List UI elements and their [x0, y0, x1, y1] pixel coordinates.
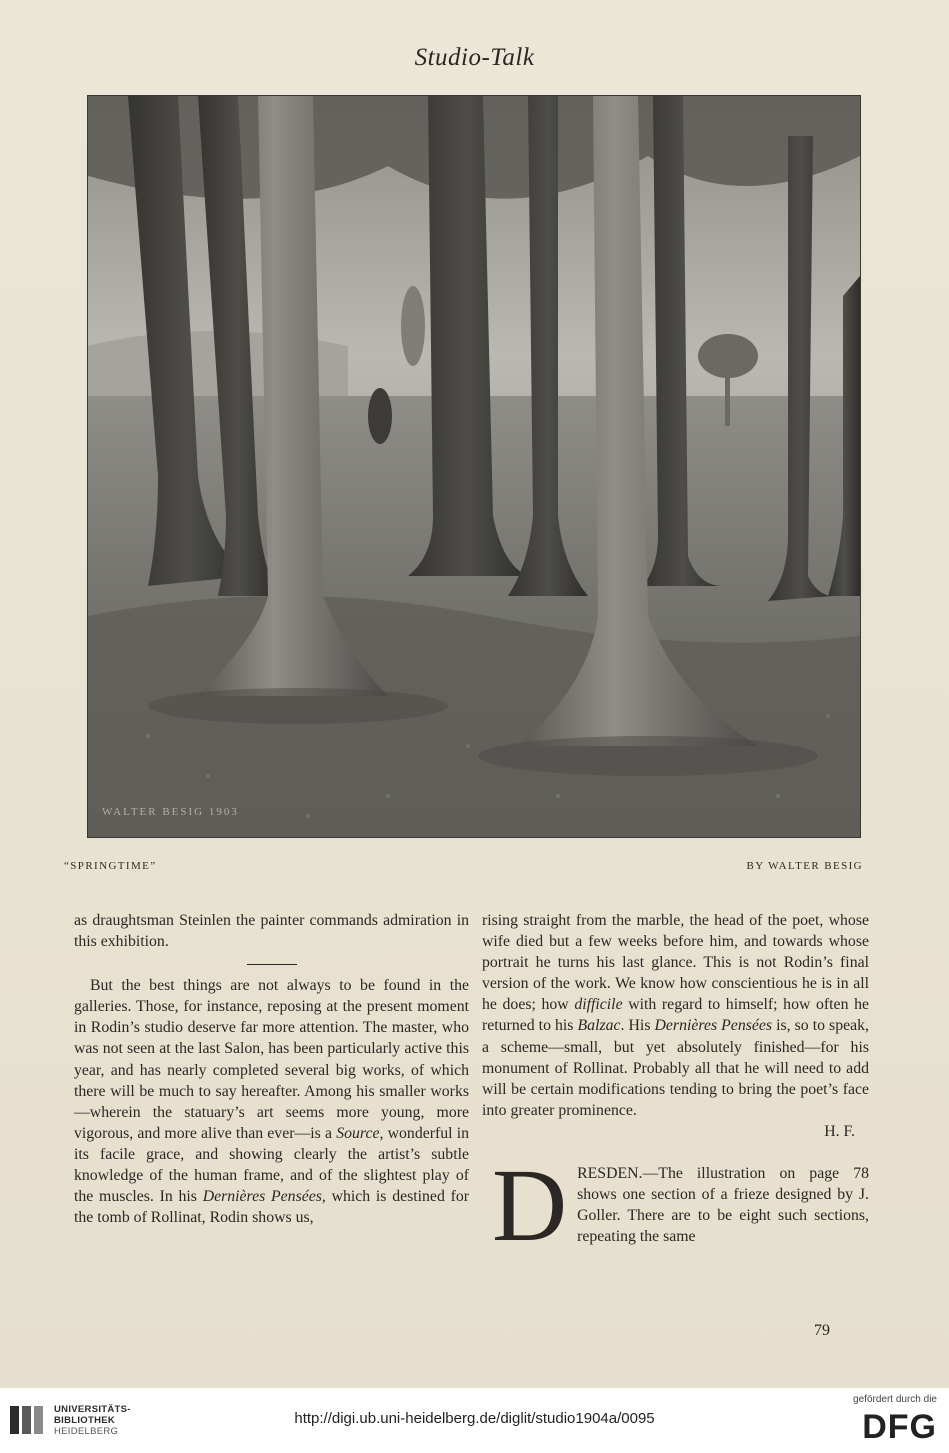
- text-column-right: [482, 910, 869, 1264]
- painting-plate: [88, 96, 860, 837]
- figure-caption-artist: BY WALTER BESIG: [746, 860, 863, 872]
- dfg-logo: DFG: [862, 1408, 937, 1446]
- drop-capital: D: [492, 1148, 568, 1264]
- section-divider: [247, 964, 297, 965]
- running-title: Studio-Talk: [414, 44, 535, 71]
- university-library-name: UNIVERSITÄTS- BIBLIOTHEK HEIDELBERG: [54, 1404, 131, 1437]
- page-number: 79: [814, 1322, 830, 1339]
- forest-painting-image: [88, 96, 860, 837]
- paragraph: But the best things are not always to be found in the galleries. Those, for instance, reposing at the present moment in Rodin’s studio deserve far more attention. The master, who was not seen at the last Salon, has been particularly active this year, and has nearly completed several big works, of which there will be much to say hereafter. Among his smaller works—wherein the statuary’s art seems more young, more vigorous, and more alive than ever—is a Source, wonderful in its facile grace, and showing clearly the artist’s subtle knowledge of the human frame, and of the slightest play of the muscles. In his Dernières Pensées, which is destined for the tomb of Rollinat, Rodin shows us,: [74, 977, 470, 1227]
- text-column-left: [74, 910, 469, 1228]
- digitization-footer: [0, 1388, 949, 1453]
- paragraph: as draughtsman Steinlen the painter commands admiration in this exhibition.: [74, 912, 469, 951]
- painting-signature: WALTER BESIG 1903: [102, 806, 239, 818]
- paragraph: rising straight from the marble, the head of the poet, whose wife died but a few weeks before him, and towards whose portrait he turns his last glance. This is not Rodin’s final version of the work. We know how conscientious he is in all he does; how difficile with regard to himself; how often he returned to his Balzac. His Dernières Pensées is, so to speak, a scheme—small, but yet absolutely finished—for his monument of Rollinat. Probably all that he will need to add will be certain modifications tending to bring the poet’s face into greater prominence.: [482, 912, 869, 1119]
- figure-caption-title: “SPRINGTIME”: [64, 860, 157, 872]
- author-initials: H. F.: [824, 1122, 855, 1140]
- sponsor-note: gefördert durch die: [853, 1394, 937, 1405]
- paragraph: RESDEN.—The illustration on page 78 shows one section of a frieze designed by J. Goller. There are to be eight such sections, repeating the same: [577, 1165, 869, 1246]
- section-dresden: [482, 1148, 869, 1264]
- permalink-url[interactable]: http://digi.ub.uni-heidelberg.de/diglit/studio1904a/0095: [294, 1410, 655, 1427]
